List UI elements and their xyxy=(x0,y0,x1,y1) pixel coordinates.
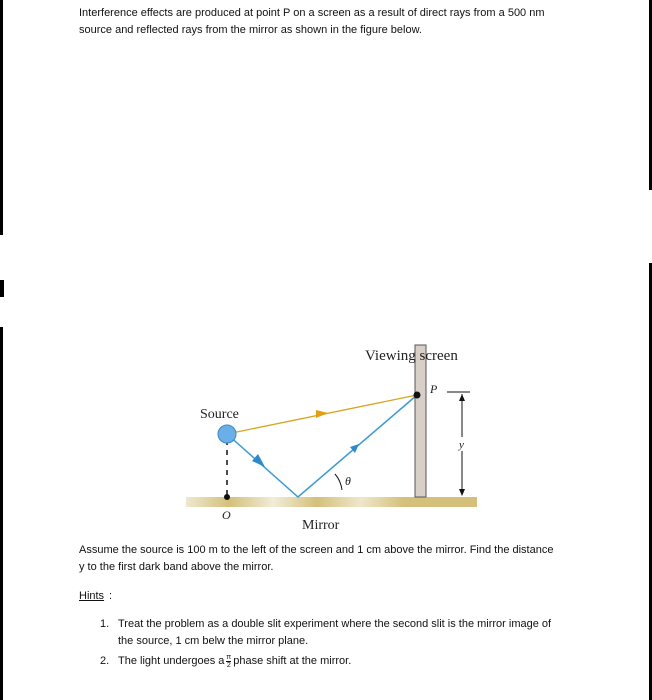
hint-2-number: 2. xyxy=(100,655,110,667)
origin-label: O xyxy=(222,508,231,522)
point-p-label: P xyxy=(430,382,438,396)
viewing-screen xyxy=(415,345,426,497)
hints-heading xyxy=(79,590,104,602)
hints-colon: : xyxy=(109,590,113,602)
fraction-denominator: 2 xyxy=(226,661,231,669)
hint-1-line-2: the source, 1 cm belw the mirror plane. xyxy=(118,635,309,647)
y-arrow-up xyxy=(459,394,465,401)
source-label: Source xyxy=(200,407,239,422)
pi-over-2-fraction xyxy=(226,654,231,669)
hints-title: Hints xyxy=(79,590,105,602)
hint-1-line-1: Treat the problem as a double slit experiment where the second slit is the mirror image of xyxy=(118,618,552,630)
y-arrow-down xyxy=(459,489,465,496)
hint-1-number: 1. xyxy=(100,618,110,630)
fraction-numerator: π xyxy=(226,653,232,661)
intro-line-1: Interference effects are produced at point P on a screen as a result of direct rays from a 500 nm xyxy=(79,7,545,19)
viewing-screen-label: Viewing screen xyxy=(365,348,458,364)
point-p xyxy=(414,392,421,399)
question-line-2: y to the first dark band above the mirror. xyxy=(79,561,274,573)
angle-arc xyxy=(335,474,342,490)
distance-y-label: y xyxy=(459,439,464,451)
intro-line-2: source and reflected rays from the mirror as shown in the figure below. xyxy=(79,24,422,36)
source-sphere xyxy=(218,425,236,443)
reflected-ray-arrow-down xyxy=(252,454,265,467)
question-line-1: Assume the source is 100 m to the left of the screen and 1 cm above the mirror. Find the distance xyxy=(79,544,554,556)
hint-2-before: The light undergoes a xyxy=(118,655,225,667)
angle-label: θ xyxy=(345,474,351,488)
reflected-ray xyxy=(227,395,417,497)
hint-2-text xyxy=(118,653,351,670)
mirror-surface xyxy=(186,497,477,507)
origin-point xyxy=(224,494,230,500)
hint-2-after: phase shift at the mirror. xyxy=(233,655,352,667)
mirror-label: Mirror xyxy=(302,518,340,533)
